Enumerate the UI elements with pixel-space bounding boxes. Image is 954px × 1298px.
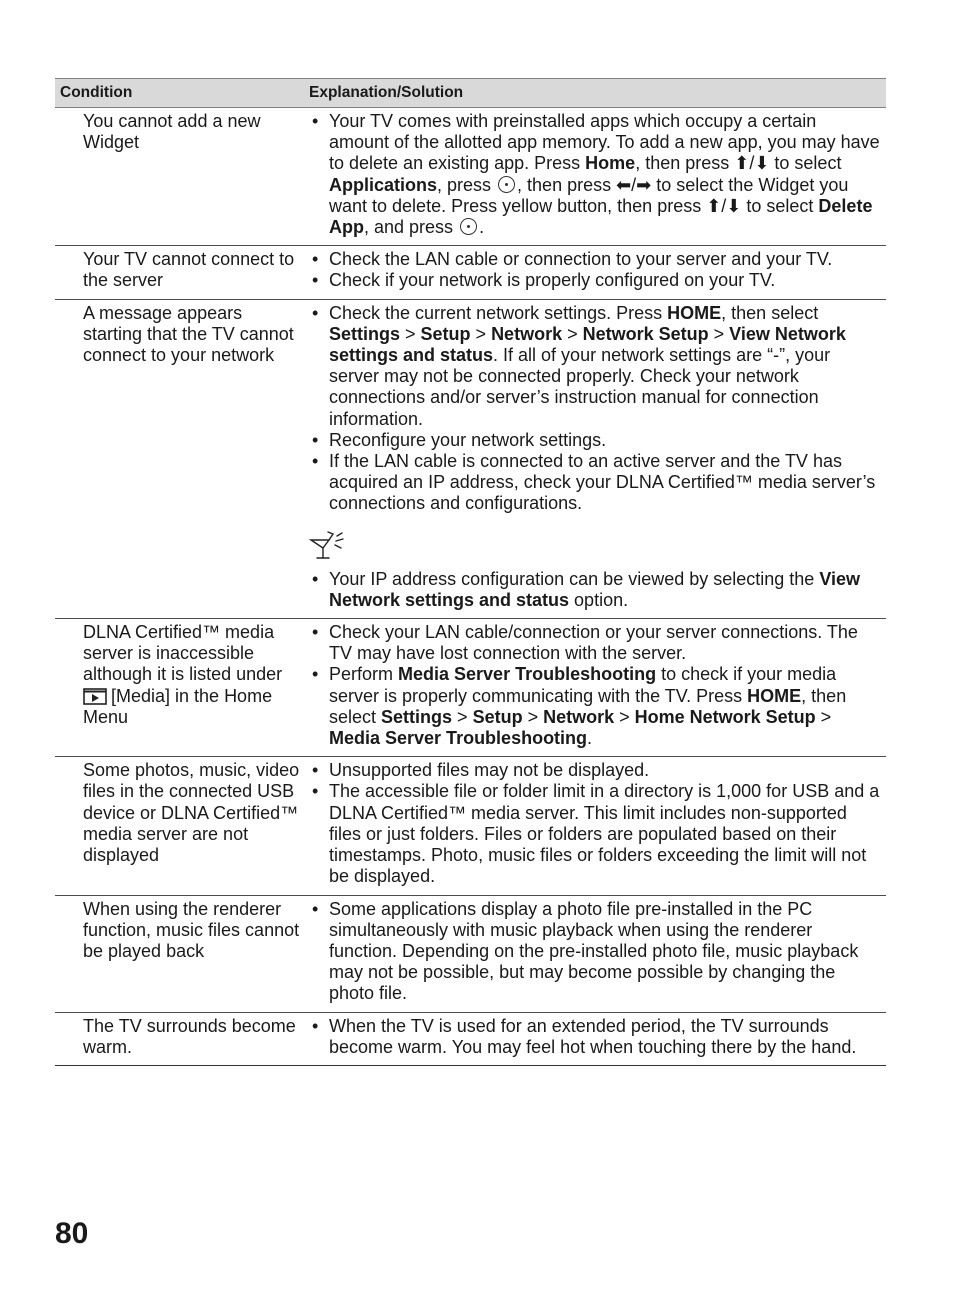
page-number: 80 [55,1217,89,1250]
table-row [55,108,886,246]
header-explanation: Explanation/Solution [309,79,886,108]
explanation-cell [309,1012,886,1065]
enter-button-icon [460,218,477,235]
explanation-cell [309,299,886,618]
bullet-item: • Your TV comes with preinstalled apps which occupy a certain amount of the allotted app memory. To add a new app, you may have to delete an existing app. Press Home, then press ⬆/⬇ to select Applications, press , then press ⬅/➡ to select the Widget you want to delete. Press yellow button, then press ⬆/⬇ to select Delete App, and press . [309,111,880,238]
table-row [55,619,886,757]
condition-cell: When using the renderer function, music files cannot be played back [55,895,309,1012]
header-condition: Condition [55,79,309,108]
condition-cell: DLNA Certified™ media server is inaccessible although it is listed under [Media] in the Home Menu [55,619,309,757]
condition-cell: A message appears starting that the TV cannot connect to your network [55,299,309,618]
explanation-cell [309,108,886,246]
table-header-row [55,79,886,108]
bullet-item: • Check if your network is properly configured on your TV. [309,270,880,291]
table-row [55,246,886,299]
bullet-item: • If the LAN cable is connected to an active server and the TV has acquired an IP address, check your DLNA Certified™ media server’s connections and configurations. [309,451,880,515]
bullet-item: • Check your LAN cable/connection or your server connections. The TV may have lost connection with the server. [309,622,880,664]
bullet-item: • Some applications display a photo file pre-installed in the PC simultaneously with music playback when using the renderer function. Depending on the pre-installed photo file, music playback may not be possible, but may become possible by changing the photo file. [309,899,880,1005]
bullet-item: • Perform Media Server Troubleshooting to check if your media server is properly communicating with the TV. Press HOME, then select Settings > Setup > Network > Home Network Setup > Media Server Troubleshooting. [309,664,880,749]
table-row [55,1012,886,1065]
table-row [55,757,886,895]
explanation-cell [309,895,886,1012]
table-row [55,299,886,618]
condition-cell: The TV surrounds become warm. [55,1012,309,1065]
media-icon [83,688,107,705]
condition-cell: You cannot add a new Widget [55,108,309,246]
hint-lamp-icon [309,531,345,561]
condition-cell: Some photos, music, video files in the connected USB device or DLNA Certified™ media server are not displayed [55,757,309,895]
bullet-item: • When the TV is used for an extended period, the TV surrounds become warm. You may feel hot when touching there by the hand. [309,1016,880,1058]
condition-cell: Your TV cannot connect to the server [55,246,309,299]
table-row [55,895,886,1012]
bullet-item: • Reconfigure your network settings. [309,430,880,451]
bullet-item: • Check the LAN cable or connection to your server and your TV. [309,249,880,270]
enter-button-icon [498,176,515,193]
explanation-cell [309,619,886,757]
bullet-item: • Check the current network settings. Press HOME, then select Settings > Setup > Network > Network Setup > View Network settings and status. If all of your network settings are “-”, your server may not be connected properly. Check your network connections and/or server’s instruction manual for connection information. [309,303,880,430]
explanation-cell [309,246,886,299]
explanation-cell [309,757,886,895]
bullet-item: • Your IP address configuration can be viewed by selecting the View Network settings and status option. [309,569,880,611]
bullet-item: • Unsupported files may not be displayed. [309,760,880,781]
troubleshooting-table [55,78,886,1066]
bullet-item: • The accessible file or folder limit in a directory is 1,000 for USB and a DLNA Certified™ media server. This limit includes non-supported files or just folders. Files or folders are populated based on their timestamps. Photo, music files or folders exceeding the limit will not be displayed. [309,781,880,887]
